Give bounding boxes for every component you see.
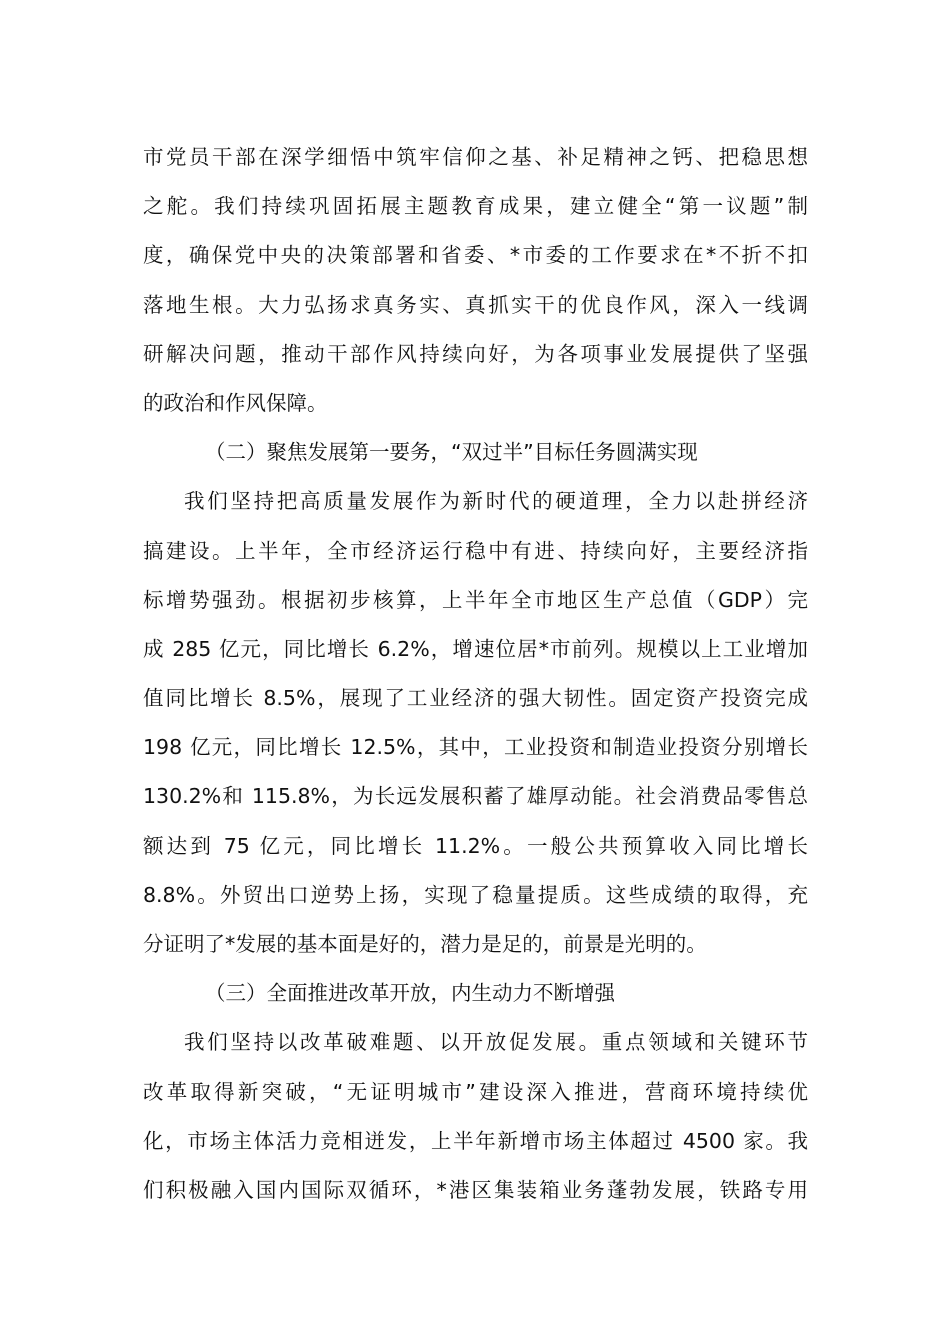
text-line: 我们坚持以改革破难题、以开放促发展。重点领域和关键环节 <box>184 1030 808 1055</box>
text-line: 们积极融入国内国际双循环，*港区集装箱业务蓬勃发展，铁路专用 <box>143 1177 808 1202</box>
section-heading: （二）聚焦发展第一要务，“双过半”目标任务圆满实现 <box>205 440 698 465</box>
text-line: 额达到 75 亿元，同比增长 11.2%。一般公共预算收入同比增长 <box>143 833 808 858</box>
text-line: 标增势强劲。根据初步核算，上半年全市地区生产总值（GDP）完 <box>143 587 808 612</box>
paragraph <box>143 477 808 969</box>
text-line: 分证明了*发展的基本面是好的，潜力是足的，前景是光明的。 <box>143 932 707 956</box>
text-line: 成 285 亿元，同比增长 6.2%，增速位居*市前列。规模以上工业增加 <box>143 636 808 661</box>
text-line: 落地生根。大力弘扬求真务实、真抓实干的优良作风，深入一线调 <box>143 292 808 317</box>
section-heading: （三）全面推进改革开放，内生动力不断增强 <box>205 981 615 1006</box>
text-line: 度，确保党中央的决策部署和省委、*市委的工作要求在*不折不扣 <box>143 243 808 268</box>
text-line: 市党员干部在深学细悟中筑牢信仰之基、补足精神之钙、把稳思想 <box>143 145 808 169</box>
text-line: 8.8%。外贸出口逆势上扬，实现了稳量提质。这些成绩的取得，充 <box>143 882 808 907</box>
text-line: 198 亿元，同比增长 12.5%，其中，工业投资和制造业投资分别增长 <box>143 735 808 760</box>
paragraph <box>143 133 808 428</box>
text-line: 之舵。我们持续巩固拓展主题教育成果，建立健全“第一议题”制 <box>143 194 808 219</box>
document-body <box>143 133 808 1215</box>
text-line: 值同比增长 8.5%，展现了工业经济的强大韧性。固定资产投资完成 <box>143 686 808 711</box>
text-line: 我们坚持把高质量发展作为新时代的硬道理，全力以赴拼经济 <box>184 489 808 514</box>
text-line: 化，市场主体活力竞相迸发，上半年新增市场主体超过 4500 家。我 <box>143 1128 808 1153</box>
text-line: 改革取得新突破，“无证明城市”建设深入推进，营商环境持续优 <box>143 1079 808 1104</box>
text-line: 搞建设。上半年，全市经济运行稳中有进、持续向好，主要经济指 <box>143 538 808 563</box>
text-line: 130.2%和 115.8%，为长远发展积蓄了雄厚动能。社会消费品零售总 <box>143 784 808 809</box>
paragraph <box>143 1018 808 1215</box>
text-line: 的政治和作风保障。 <box>143 390 328 415</box>
text-line: 研解决问题，推动干部作风持续向好，为各项事业发展提供了坚强 <box>143 341 808 366</box>
